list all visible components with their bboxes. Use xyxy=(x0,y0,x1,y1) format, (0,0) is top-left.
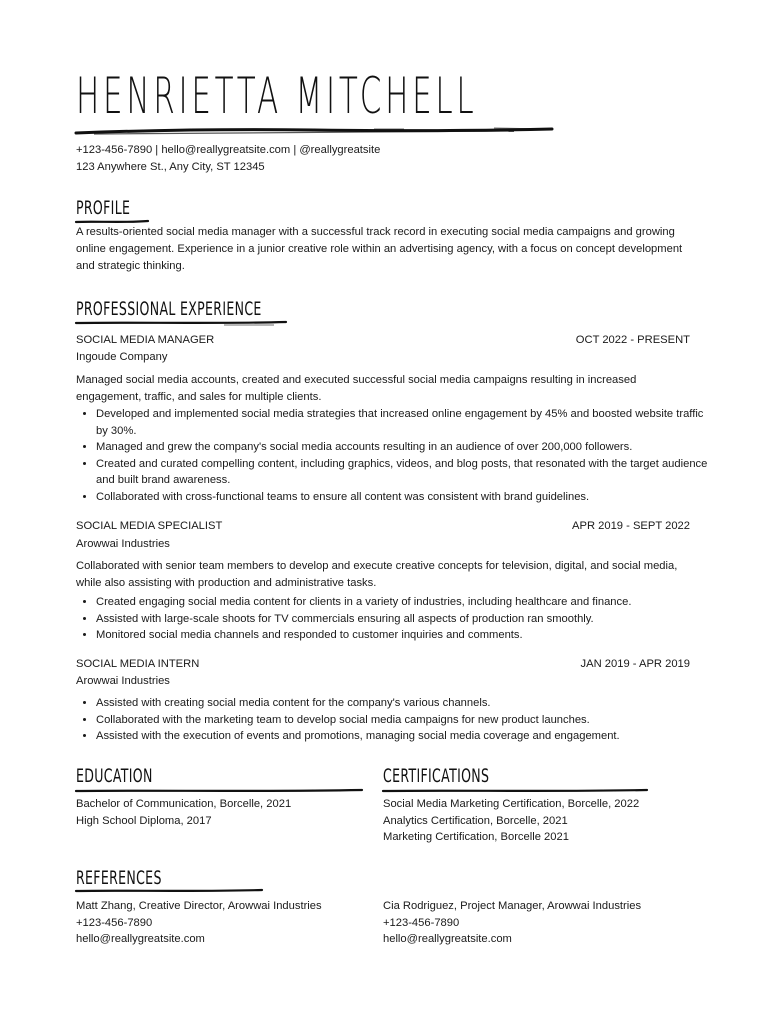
list-item: • Managed and grew the company's social media accounts resulting in an audience of over 200,000 followers. xyxy=(96,439,710,456)
job-dates: OCT 2022 - PRESENT xyxy=(575,334,690,346)
job-company: Arowwai Industries xyxy=(76,538,170,550)
name-underline-brush xyxy=(74,125,554,139)
job-bullet-list xyxy=(76,594,710,644)
job-summary: Collaborated with senior team members to develop and execute creative concepts for television, digital, and social media, while also assisting with production and administrative tasks. xyxy=(76,560,678,589)
list-item: • Developed and implemented social media strategies that increased online engagement by 45% and boosted website traffic by 30%. xyxy=(96,406,710,439)
contact-block xyxy=(76,142,380,175)
profile-text: A results-oriented social media manager with a successful track record in executing social media campaigns and growing online engagement. Experience in a junior creative role within an advertising agency, with a focus on concept development and strategic thinking. xyxy=(76,226,683,272)
reference-email: hello@reallygreatsite.com xyxy=(383,933,512,945)
list-item: Social Media Marketing Certification, Borcelle, 2022 xyxy=(383,798,640,810)
experience-heading-brush xyxy=(74,319,288,327)
job-title: SOCIAL MEDIA MANAGER xyxy=(76,334,215,346)
list-item: • Assisted with the execution of events and promotions, managing social media coverage and engagement. xyxy=(96,728,710,745)
references-heading-brush xyxy=(74,887,264,895)
list-item: • Created and curated compelling content, including graphics, videos, and blog posts, that resonated with the target audience and built brand awareness. xyxy=(96,456,710,489)
list-item: • Created engaging social media content for clients in a variety of industries, including healthcare and finance. xyxy=(96,594,710,611)
profile-heading: PROFILE xyxy=(76,197,131,219)
reference-card xyxy=(383,898,641,948)
job-title: SOCIAL MEDIA INTERN xyxy=(76,658,200,670)
certifications-heading-brush xyxy=(381,787,649,795)
education-list xyxy=(76,796,291,829)
experience-heading: PROFESSIONAL EXPERIENCE xyxy=(76,298,262,320)
candidate-name: HENRIETTA MITCHELL xyxy=(76,67,478,125)
list-item: Bachelor of Communication, Borcelle, 2021 xyxy=(76,798,292,810)
reference-email: hello@reallygreatsite.com xyxy=(76,933,205,945)
address-line: 123 Anywhere St., Any City, ST 12345 xyxy=(76,160,265,173)
reference-name: Cia Rodriguez, Project Manager, Arowwai Industries xyxy=(383,900,642,912)
list-item: Marketing Certification, Borcelle 2021 xyxy=(383,831,569,843)
list-item: • Assisted with creating social media content for the company's various channels. xyxy=(96,695,710,712)
contact-line: +123-456-7890 | hello@reallygreatsite.com | @reallygreatsite xyxy=(76,144,381,156)
education-heading: EDUCATION xyxy=(76,765,153,787)
list-item: High School Diploma, 2017 xyxy=(76,814,212,827)
job-company: Arowwai Industries xyxy=(76,675,170,687)
education-heading-brush xyxy=(74,787,364,795)
job-bullet-list xyxy=(76,695,710,745)
job-dates: JAN 2019 - APR 2019 xyxy=(580,658,690,670)
certifications-heading: CERTIFICATIONS xyxy=(383,765,490,787)
reference-name: Matt Zhang, Creative Director, Arowwai Industries xyxy=(76,900,322,912)
reference-phone: +123-456-7890 xyxy=(76,916,153,929)
list-item: • Assisted with large-scale shoots for TV commercials ensuring all aspects of production ran smoothly. xyxy=(96,611,710,628)
list-item: • Collaborated with cross-functional teams to ensure all content was consistent with brand guidelines. xyxy=(96,489,710,506)
certifications-list xyxy=(383,796,639,846)
list-item: • Collaborated with the marketing team to develop social media campaigns for new product launches. xyxy=(96,712,710,729)
job-dates: APR 2019 - SEPT 2022 xyxy=(572,520,690,532)
references-heading: REFERENCES xyxy=(76,867,162,889)
job-title: SOCIAL MEDIA SPECIALIST xyxy=(76,520,223,532)
reference-phone: +123-456-7890 xyxy=(383,916,460,929)
job-company: Ingoude Company xyxy=(76,351,168,363)
list-item: Analytics Certification, Borcelle, 2021 xyxy=(383,814,568,827)
list-item: • Monitored social media channels and responded to customer inquiries and comments. xyxy=(96,627,710,644)
job-bullet-list xyxy=(76,406,710,506)
job-summary: Managed social media accounts, created and executed successful social media campaigns resulting in increased engagement, traffic, and sales for multiple clients. xyxy=(76,374,637,403)
reference-card xyxy=(76,898,322,948)
